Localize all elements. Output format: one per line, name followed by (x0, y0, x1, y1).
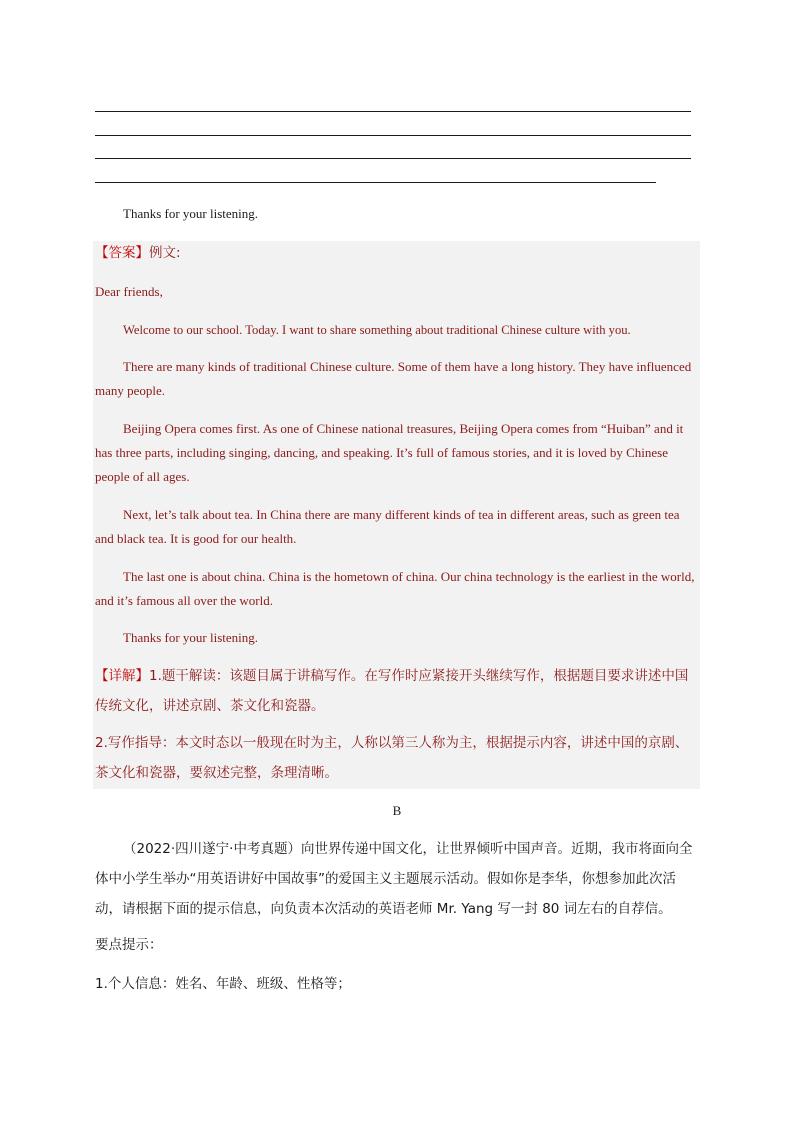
answer-heading (95, 241, 700, 265)
sample-paragraph-5: The last one is about china. China is the hometown of china. Our china technology is the earliest in the world, and it’s famous all over the world. (95, 569, 695, 608)
writing-line-2 (95, 135, 691, 136)
sample-paragraph-2: There are many kinds of traditional Chinese culture. Some of them have a long history. They have influenced many people. (95, 359, 692, 398)
sample-paragraph-6: Thanks for your listening. (123, 630, 259, 645)
section-letter: B (392, 803, 402, 818)
answer-label-suffix: 例文: (149, 245, 181, 261)
writing-line-4 (95, 182, 656, 183)
detail-text-1: 1.题干解读：该题目属于讲稿写作。在写作时应紧接开头继续写作，根据题目要求讲述中国传统文化，讲述京剧、茶文化和瓷器。 (95, 668, 689, 714)
sample-paragraph-4: Next, let’s talk about tea. In China there are many different kinds of tea in different areas, such as green tea and black tea. It is good for our health. (95, 507, 680, 546)
sample-paragraph-1: Welcome to our school. Today. I want to share something about traditional Chinese culture with you. (123, 323, 631, 337)
detail-label: 【详解】 (95, 668, 149, 684)
detail-paragraph-1 (95, 661, 700, 721)
closing-line: Thanks for your listening. (123, 206, 259, 221)
point-1: 1.个人信息：姓名、年龄、班级、性格等； (95, 976, 351, 992)
answer-label: 【答案】 (95, 245, 149, 261)
points-title: 要点提示： (95, 937, 163, 953)
sample-greeting: Dear friends, (95, 284, 163, 299)
writing-line-3 (95, 158, 691, 159)
writing-line-1 (95, 111, 691, 112)
detail-paragraph-2: 2.写作指导：本文时态以一般现在时为主，人称以第三人称为主，根据提示内容，讲述中国的京剧、茶文化和瓷器，要叙述完整，条理清晰。 (95, 735, 689, 781)
sample-paragraph-3: Beijing Opera comes first. As one of Chinese national treasures, Beijing Opera comes from “Huiban” and it has three parts, including singing, dancing, and speaking. It’s full of famous stories, and it is loved by Chinese people of all ages. (95, 421, 684, 484)
section-b-intro: （2022·四川遂宁·中考真题）向世界传递中国文化，让世界倾听中国声音。近期，我市将面向全体中小学生举办“用英语讲好中国故事”的爱国主义主题展示活动。假如你是李华，你想参加此次活动，请根据下面的提示信息，向负责本次活动的英语老师 Mr. Yang 写一封 80 词左右的自荐信。 (95, 841, 693, 917)
